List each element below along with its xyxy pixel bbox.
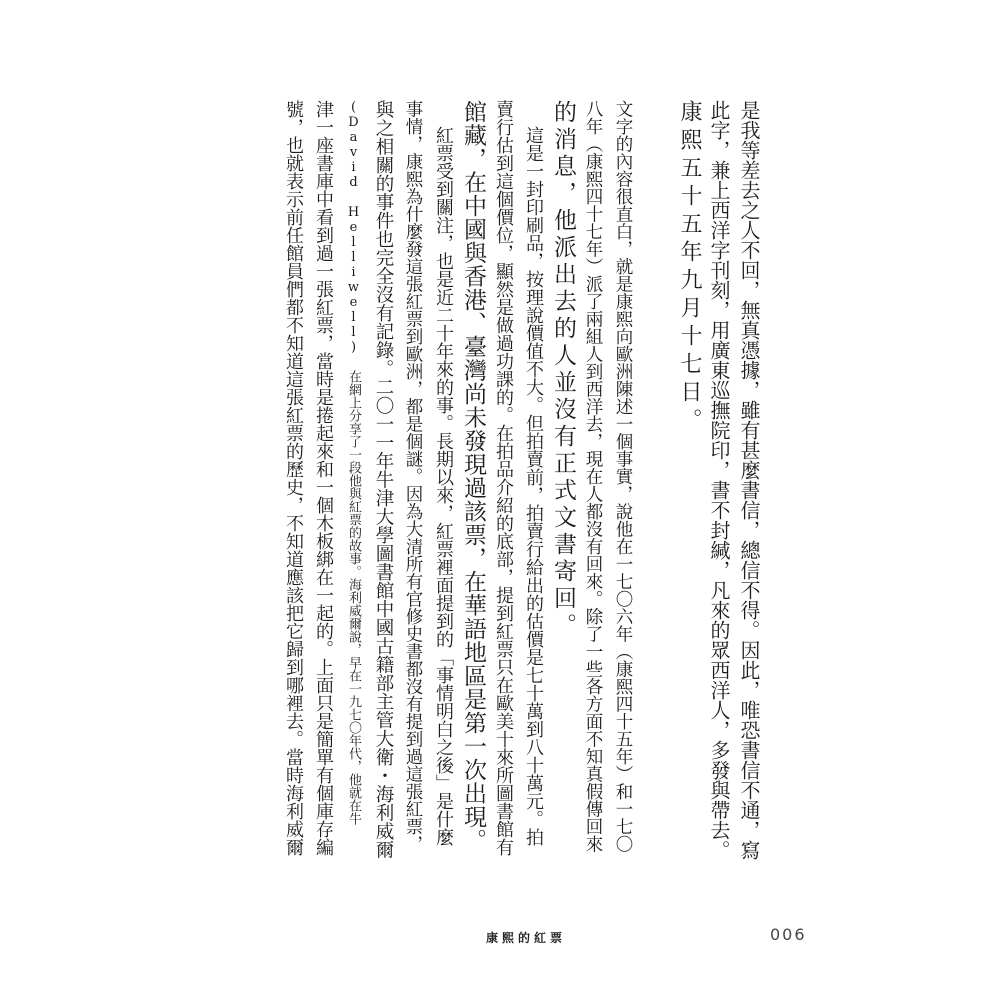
body-line-3: 的消息，他派出去的人並沒有正式文書寄回。: [550, 100, 576, 640]
body-line-9: 與之相關的事件也完全沒有記錄。二〇一一年牛津大學圖書館中國古籍部主管大衛・海利威爾: [373, 100, 394, 859]
body-line-12: 號，也就表示前任館員們都不知道這張紅票的歷史，不知道應該把它歸到哪裡去。當時海利威爾: [283, 100, 304, 856]
body-line-6: 館藏，在中國與香港、臺灣尚未發現過該票，在華語地區是第一次出現。: [460, 100, 486, 852]
running-footer-book-title: 康熙的紅票: [486, 931, 567, 945]
body-line-1: 文字的內容很直白，就是康熙向歐洲陳述一個事實，說他在一七〇六年（康熙四十五年）和一七〇: [613, 100, 633, 853]
quote-line-3: 康熙五十五年九月十七日。: [677, 100, 702, 436]
body-line-2: 八年（康熙四十七年）派了兩組人到西洋去，現在人都沒有回來。除了一些各方面不知真假傳回來: [583, 100, 603, 853]
quote-line-1: 是我等差去之人不回，無真憑據，雖有甚麼書信，總信不得。因此，唯恐書信不通，寫: [737, 100, 761, 860]
quote-line-2: 此字，兼上西洋字刊刻，用廣東巡撫院印，書不封緘，凡來的眾西洋人，多發與帶去。: [707, 100, 731, 860]
body-line-4: 這是一封印刷品，按理說價值不大。但拍賣前，拍賣行給出的估價是七十萬到八十萬元。拍: [523, 126, 544, 846]
body-line-5: 賣行估到這個價位，顯然是做過功課的。在拍品介紹的底部，提到紅票只在歐美十來所圖書館有: [493, 100, 514, 856]
body-line-10: (David Helliwell) 在網上分享了一段他與紅票的故事。海利威爾說，早在一九七〇年代，他就在牛: [346, 100, 361, 825]
body-line-8: 事情，康熙為什麼發這張紅票到歐洲，都是個謎。因為大清所有官修史書都沒有提到過這張紅票，: [403, 100, 423, 853]
page-number: 006: [770, 925, 807, 944]
body-line-11: 津一座書庫中看到過一張紅票，當時是捲起來和一個木板綁在一起的。上面只是簡單有個庫存編: [313, 100, 334, 856]
body-line-7: 紅票受到關注，也是近二十年來的事。長期以來，紅票裡面提到的「事情明白之後」是什麼: [433, 126, 454, 846]
